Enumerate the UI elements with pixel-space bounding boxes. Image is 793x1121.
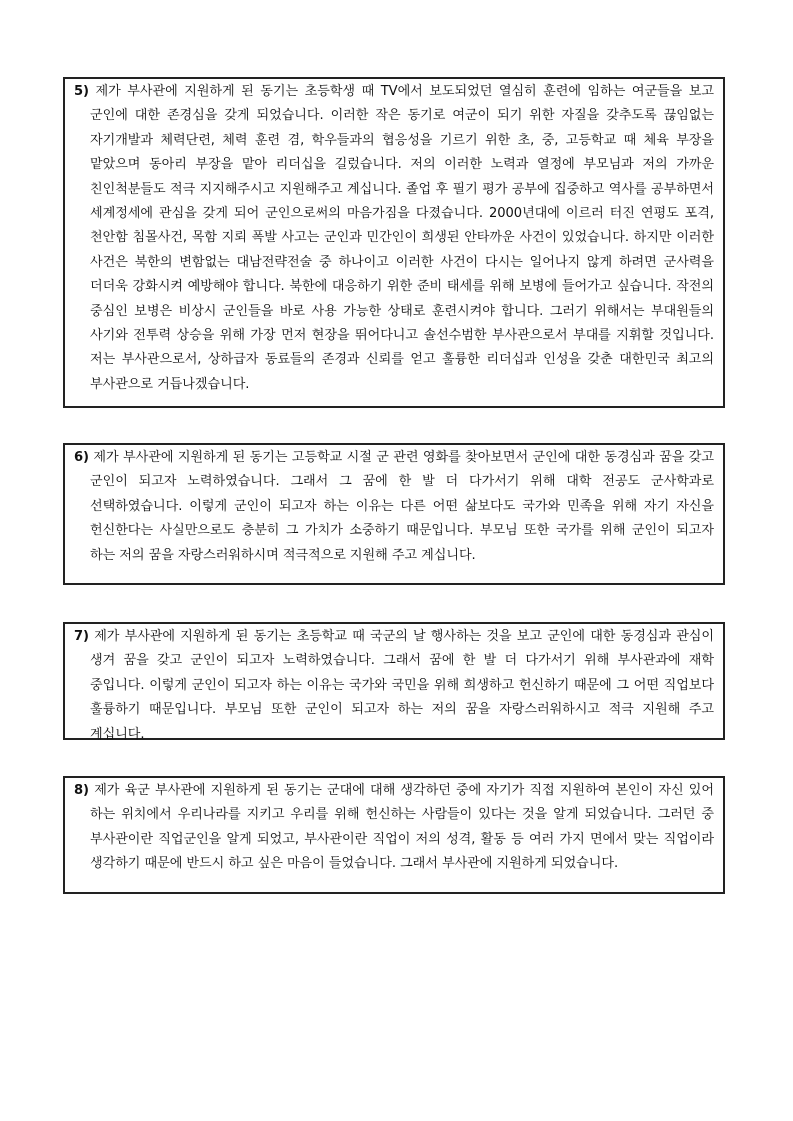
answer-number-7: 7) (74, 629, 89, 644)
answer-text-6: 제가 부사관에 지원하게 된 동기는 고등학교 시절 군 관련 영화를 찾아보면서 군인에 대한 동경심과 꿈을 갖고 군인이 되고자 노력하였습니다. 그래서 그 꿈에 한 발 더 다가서기 위해 대학 전공도 군사학과로 선택하였습니다. 이렇게 군인이 되고자 하는 이유는 다른 어떤 삶보다도 국가와 민족을 위해 자기 자신을 헌신한다는 사실만으로도 충분히 그 가치가 소중하기 때문입니다. 부모님 또한 국가를 위해 군인이 되고자 하는 저의 꿈을 자랑스러워하시며 적극적으로 지원해 주고 계십니다. (90, 450, 714, 563)
answer-number-8: 8) (74, 783, 89, 798)
answer-box-5 (63, 77, 725, 408)
answer-paragraph-7 (74, 625, 714, 747)
answer-text-8: 제가 육군 부사관에 지원하게 된 동기는 군대에 대해 생각하던 중에 자기가 직접 지원하여 본인이 자신 있어 하는 위치에서 우리나라를 지키고 우리를 위해 헌신하는 사람들이 있다는 것을 알게 되었습니다. 그러던 중 부사관이란 직업군인을 알게 되었고, 부사관이란 직업이 저의 성격, 활동 등 여러 가지 면에서 맞는 직업이라 생각하기 때문에 반드시 하고 싶은 마음이 들었습니다. 그래서 부사관에 지원하게 되었습니다. (90, 783, 714, 872)
answer-box-8 (63, 776, 725, 894)
answer-paragraph-6 (74, 446, 714, 568)
answer-text-7: 제가 부사관에 지원하게 된 동기는 초등학교 때 국군의 날 행사하는 것을 보고 군인에 대한 동경심과 관심이 생겨 꿈을 갖고 군인이 되고자 노력하였습니다. 그래서 꿈에 한 발 더 다가서기 위해 부사관과에 재학 중입니다. 이렇게 군인이 되고자 하는 이유는 국가와 국민을 위해 희생하고 헌신하기 때문에 그 어떤 직업보다 훌륭하기 때문입니다. 부모님 또한 군인이 되고자 하는 저의 꿈을 자랑스러워하시고 적극 지원해 주고 계십니다. (90, 629, 714, 742)
answer-paragraph-5 (74, 80, 714, 397)
answer-number-5: 5) (74, 84, 89, 99)
answer-box-6 (63, 443, 725, 585)
answer-box-7 (63, 622, 725, 740)
answer-number-6: 6) (74, 450, 89, 465)
answer-paragraph-8 (74, 779, 714, 877)
answer-text-5: 제가 부사관에 지원하게 된 동기는 초등학생 때 TV에서 보도되었던 열심히 훈련에 임하는 여군들을 보고 군인에 대한 존경심을 갖게 되었습니다. 이러한 작은 동기로 여군이 되기 위한 자질을 갖추도록 끊임없는 자기개발과 체력단련, 체력 훈련 겸, 학우들과의 협응성을 기르기 위한 초, 중, 고등학교 때 체육 부장을 맡았으며 동아리 부장을 맡아 리더십을 길렀습니다. 저의 이러한 노력과 열정에 부모님과 저의 가까운 친인척분들도 적극 지지해주시고 지원해주고 계십니다. 졸업 후 필기 평가 공부에 집중하고 역사를 공부하면서 세계정세에 관심을 갖게 되어 군인으로써의 마음가짐을 다졌습니다. 2000년대에 이르러 터진 연평도 포격, 천안함 침몰사건, 목함 지뢰 폭발 사고는 군인과 민간인이 희생된 안타까운 사건이 있었습니다. 하지만 이러한 사건은 북한의 변함없는 대남전략전술 중 하나이고 이러한 사건이 다시는 일어나지 않게 하려면 군사력을 더더욱 강화시켜 예방해야 합니다. 북한에 대응하기 위한 준비 태세를 위해 보병에 들어가고 싶습니다. 작전의 중심인 보병은 비상시 군인들을 바로 사용 가능한 상태로 훈련시켜야 합니다. 그러기 위해서는 부대원들의 사기와 전투력 상승을 위해 가장 먼저 현장을 뛰어다니고 솔선수범한 부사관으로서 부대를 지휘할 것입니다. 저는 부사관으로서, 상하급자 동료들의 존경과 신뢰를 얻고 훌륭한 리더십과 인성을 갖춘 대한민국 최고의 부사관으로 거듭나겠습니다. (90, 84, 714, 392)
